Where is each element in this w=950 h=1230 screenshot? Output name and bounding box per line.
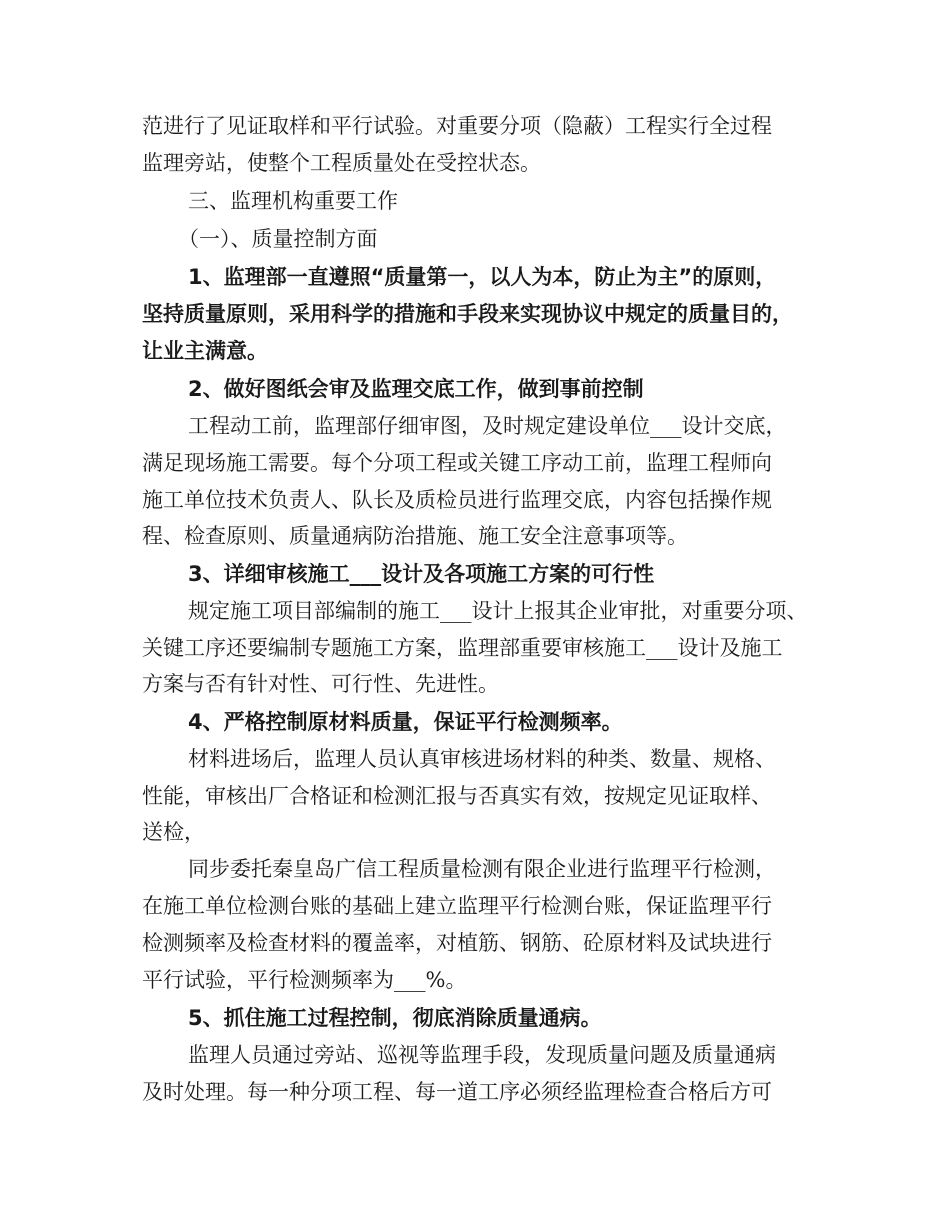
- item-heading: 2、做好图纸会审及监理交底工作，做到事前控制: [188, 377, 644, 401]
- subsection-heading: （一）、质量控制方面: [178, 227, 378, 251]
- item-heading: 让业主满意。: [142, 339, 268, 363]
- paragraph-line: 工程动工前，监理部仔细审图，及时规定建设单位___设计交底，: [188, 414, 787, 438]
- paragraph-line: 性能，审核出厂合格证和检测汇报与否真实有效，按规定见证取样、: [142, 784, 772, 808]
- paragraph-line: 满足现场施工需要。每个分项工程或关键工序动工前，监理工程师向: [142, 451, 772, 475]
- section-heading: 三、监理机构重要工作: [188, 189, 398, 213]
- item-heading: 3、详细审核施工___设计及各项施工方案的可行性: [188, 562, 655, 586]
- item-heading: 坚持质量原则，采用科学的措施和手段来实现协议中规定的质量目的，: [142, 302, 793, 326]
- paragraph-line: 施工单位技术负责人、队长及质检员进行监理交底，内容包括操作规: [142, 488, 772, 512]
- paragraph-line: 及时处理。每一种分项工程、每一道工序必须经监理检查合格后方可: [142, 1080, 772, 1104]
- paragraph-line: 监理人员通过旁站、巡视等监理手段，发现质量问题及质量通病: [188, 1043, 776, 1067]
- paragraph-line: 同步委托秦皇岛广信工程质量检测有限企业进行监理平行检测，: [188, 857, 776, 881]
- paragraph-line: 平行试验，平行检测频率为___%。: [142, 968, 467, 992]
- item-heading: 1、监理部一直遵照“质量第一，以人为本，防止为主”的原则，: [188, 265, 777, 289]
- paragraph-line: 送检，: [142, 820, 205, 844]
- paragraph-line: 关键工序还要编制专题施工方案，监理部重要审核施工___设计及施工: [142, 636, 783, 660]
- paragraph-line: 范进行了见证取样和平行试验。对重要分项（隐蔽）工程实行全过程: [142, 114, 772, 138]
- paragraph-line: 检测频率及检查材料的覆盖率，对植筋、钢筋、砼原材料及试块进行: [142, 931, 772, 955]
- paragraph-line: 方案与否有针对性、可行性、先进性。: [142, 672, 499, 696]
- paragraph-line: 在施工单位检测台账的基础上建立监理平行检测台账，保证监理平行: [142, 894, 772, 918]
- paragraph-line: 程、检查原则、质量通病防治措施、施工安全注意事项等。: [142, 524, 688, 548]
- paragraph-line: 材料进场后，监理人员认真审核进场材料的种类、数量、规格、: [188, 747, 776, 771]
- paragraph-line: 规定施工项目部编制的施工___设计上报其企业审批，对重要分项、: [188, 599, 808, 623]
- item-heading: 4、严格控制原材料质量，保证平行检测频率。: [188, 710, 623, 734]
- paragraph-line: 监理旁站，使整个工程质量处在受控状态。: [142, 151, 541, 175]
- item-heading: 5、抓住施工过程控制，彻底消除质量通病。: [188, 1006, 602, 1030]
